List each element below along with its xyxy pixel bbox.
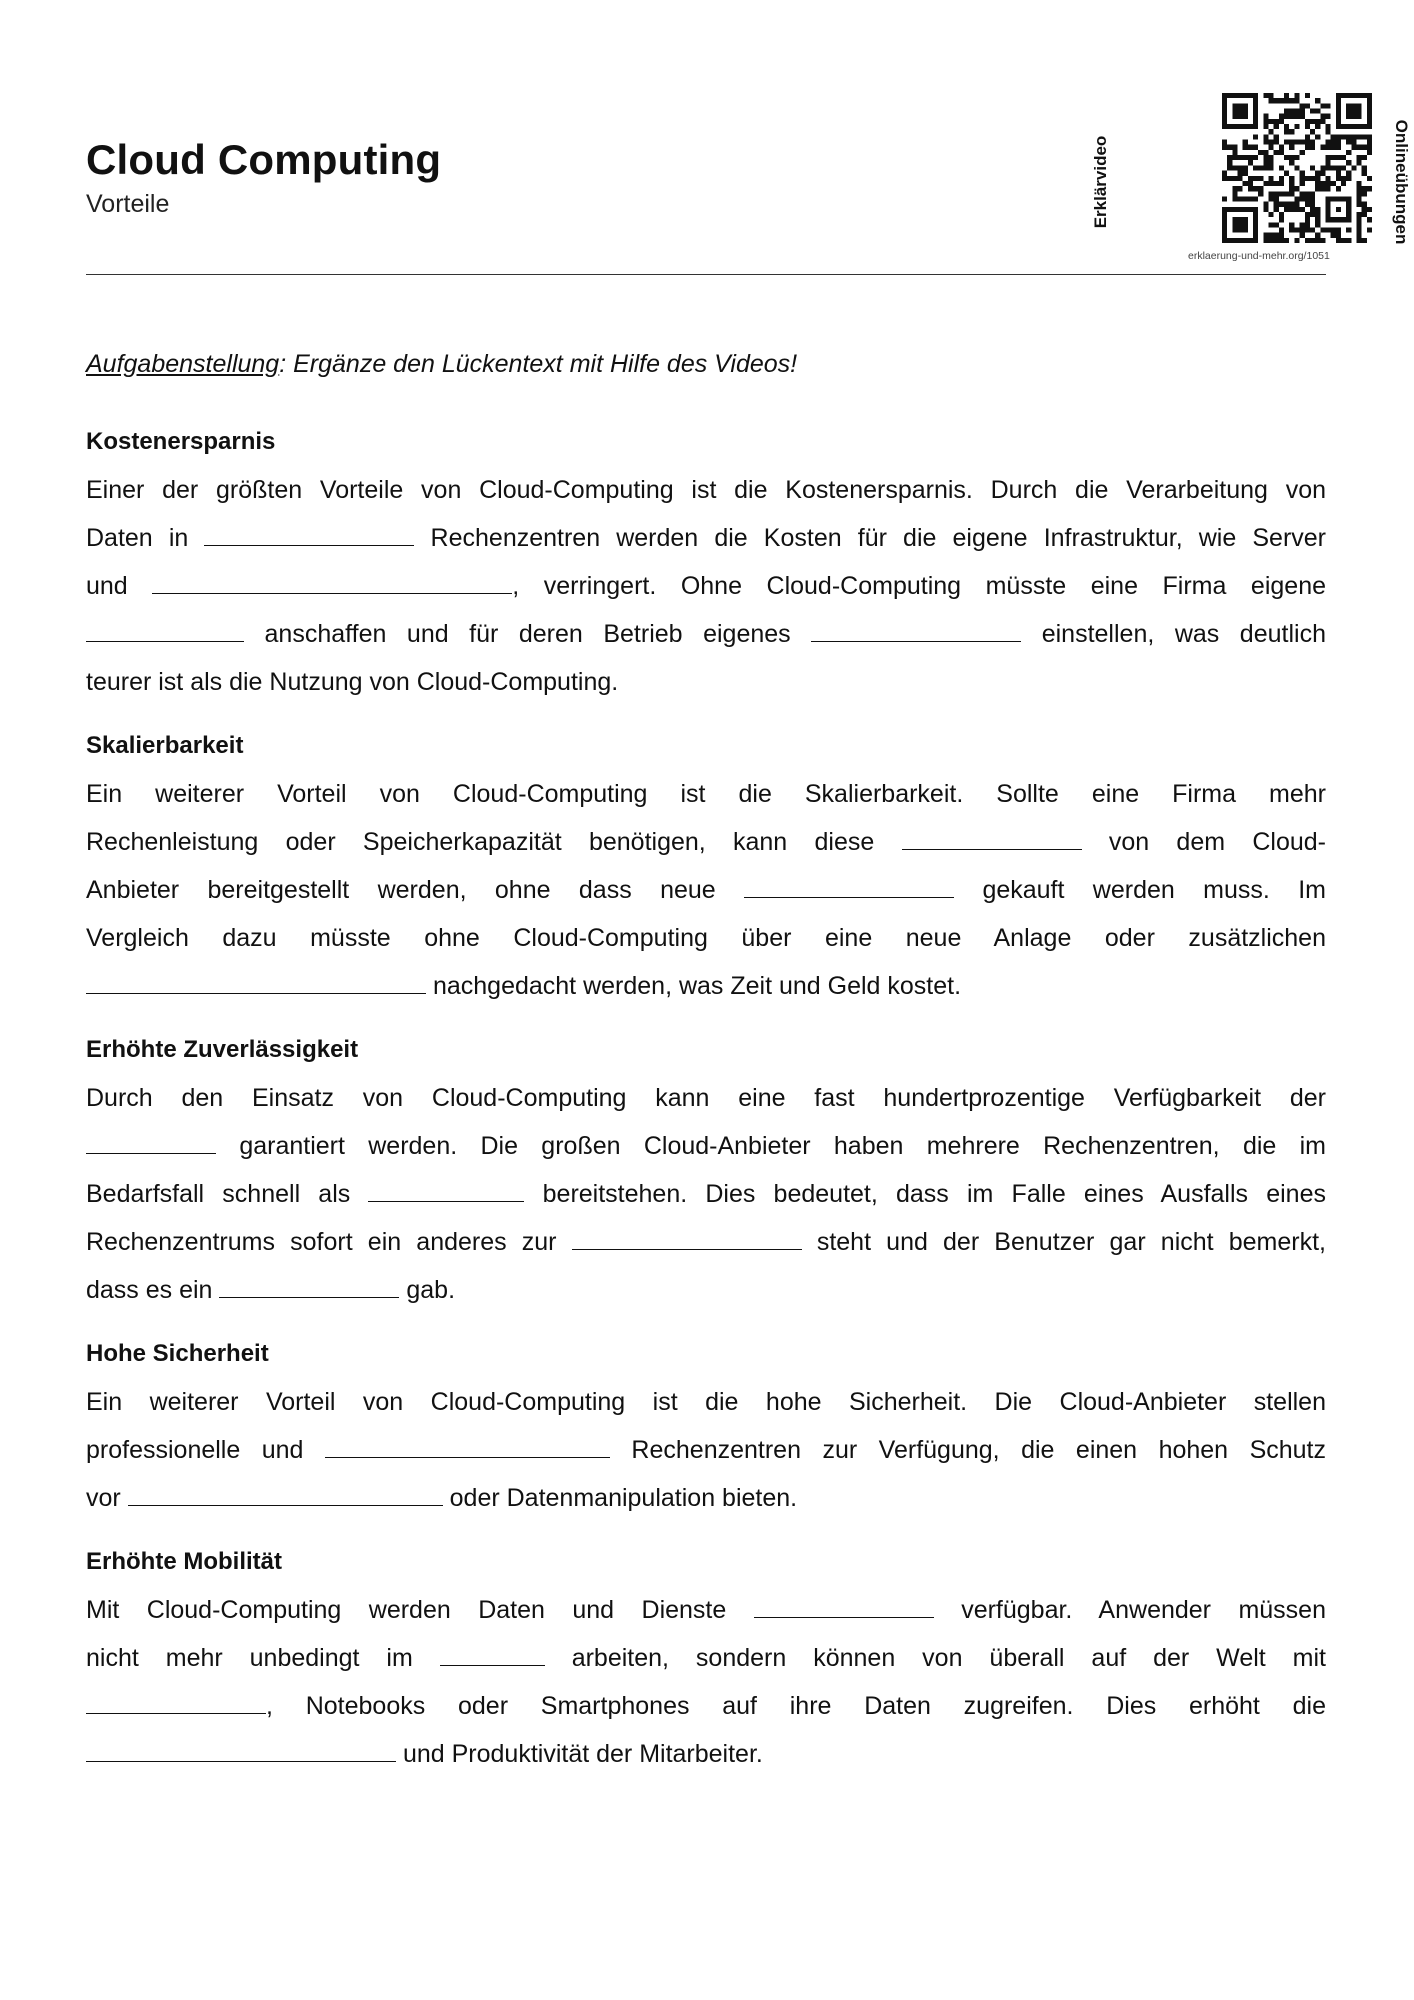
text-line: und , verringert. Ohne Cloud-Computing müsste eine Firma eigene [86,562,1326,610]
section-heading-zuverlaessigkeit: Erhöhte Zuverlässigkeit [86,1036,359,1063]
blank-field[interactable] [86,611,244,642]
blank-field[interactable] [368,1171,524,1202]
qr-url[interactable]: erklaerung-und-mehr.org/1051 [1188,250,1330,262]
text-line: Ein weiterer Vorteil von Cloud-Computing ist die Skalierbarkeit. Sollte eine Firma mehr [86,780,1326,808]
text-line: professionelle und Rechenzentren zur Verfügung, die einen hohen Schutz [86,1426,1326,1474]
qr-code-icon[interactable] [1222,93,1372,243]
task-text: Ergänze den Lückentext mit Hilfe des Videos! [286,350,798,378]
blank-field[interactable] [86,963,426,994]
blank-field[interactable] [86,1731,396,1762]
text-line: Ein weiterer Vorteil von Cloud-Computing ist die hohe Sicherheit. Die Cloud-Anbieter stellen [86,1388,1326,1416]
blank-field[interactable] [204,515,414,546]
qr-block [1076,84,1411,264]
blank-field[interactable] [440,1635,545,1666]
text-line: nicht mehr unbedingt im arbeiten, sondern können von überall auf der Welt mit [86,1634,1326,1682]
blank-field[interactable] [744,867,954,898]
text-line: Rechenleistung oder Speicherkapazität benötigen, kann diese von dem Cloud- [86,818,1326,866]
task-instruction [86,350,797,379]
text-line: garantiert werden. Die großen Cloud-Anbieter haben mehrere Rechenzentren, die im [86,1122,1326,1170]
text-line: Einer der größten Vorteile von Cloud-Computing ist die Kostenersparnis. Durch die Verarbeitung von [86,476,1326,504]
text-line: Rechenzentrums sofort ein anderes zur steht und der Benutzer gar nicht bemerkt, [86,1218,1326,1266]
text-line: nachgedacht werden, was Zeit und Geld kostet. [86,962,1326,1010]
text-line: und Produktivität der Mitarbeiter. [86,1730,1326,1778]
blank-field[interactable] [572,1219,802,1250]
task-label: Aufgabenstellung [86,350,280,378]
blank-field[interactable] [219,1267,399,1298]
header [86,0,1411,275]
worksheet-page [86,0,1411,2000]
blank-field[interactable] [325,1427,610,1458]
text-line: teurer ist als die Nutzung von Cloud-Computing. [86,668,619,696]
text-line: Mit Cloud-Computing werden Daten und Dienste verfügbar. Anwender müssen [86,1586,1326,1634]
blank-field[interactable] [811,611,1021,642]
text-line: vor oder Datenmanipulation bieten. [86,1474,1326,1522]
page-title: Cloud Computing [86,136,442,183]
blank-field[interactable] [902,819,1082,850]
task-colon: : [279,350,287,378]
text-line: anschaffen und für deren Betrieb eigenes einstellen, was deutlich [86,610,1326,658]
text-line: Bedarfsfall schnell als bereitstehen. Dies bedeutet, dass im Falle eines Ausfalls eines [86,1170,1326,1218]
text-line: Durch den Einsatz von Cloud-Computing kann eine fast hundertprozentige Verfügbarkeit der [86,1084,1326,1112]
text-line: dass es ein gab. [86,1266,1326,1314]
section-heading-skalierbarkeit: Skalierbarkeit [86,732,244,759]
blank-field[interactable] [754,1587,934,1618]
blank-field[interactable] [152,563,512,594]
blank-field[interactable] [86,1683,266,1714]
blank-field[interactable] [86,1123,216,1154]
qr-label-exercises: Onlineübungen [1392,119,1411,245]
text-line: Vergleich dazu müsste ohne Cloud-Computing über eine neue Anlage oder zusätzlichen [86,924,1326,952]
section-heading-sicherheit: Hohe Sicherheit [86,1340,269,1367]
qr-label-video: Erklärvideo [1091,135,1110,229]
text-line: Daten in Rechenzentren werden die Kosten für die eigene Infrastruktur, wie Server [86,514,1326,562]
page-subtitle: Vorteile [86,190,170,218]
section-heading-kostenersparnis: Kostenersparnis [86,428,276,455]
text-line: Anbieter bereitgestellt werden, ohne dass neue gekauft werden muss. Im [86,866,1326,914]
text-line: , Notebooks oder Smartphones auf ihre Daten zugreifen. Dies erhöht die [86,1682,1326,1730]
section-heading-mobilitaet: Erhöhte Mobilität [86,1548,282,1575]
blank-field[interactable] [128,1475,443,1506]
